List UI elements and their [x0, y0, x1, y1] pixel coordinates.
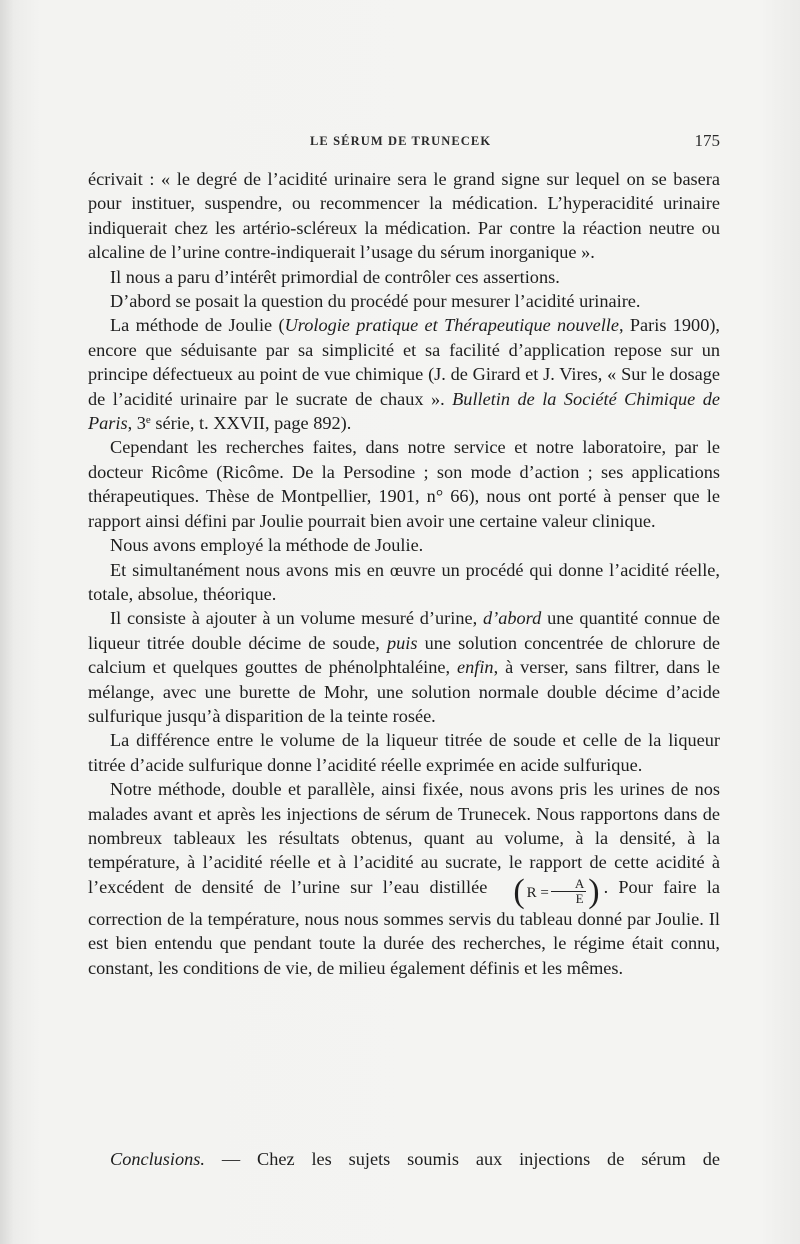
body-text: [88, 167, 720, 980]
p8-text-c: une quantité connue de liqueur titrée double décime de soude,: [88, 608, 720, 653]
p4-text-c: , Paris 1900), encore que séduisante par sa simplicité et sa facilité d’application repose sur un principe défectueux au point de vue chimique (J. de Girard et J. Vires, « Sur le dosage de l’acidité urinaire par le sucrate de chaux ».: [88, 315, 720, 409]
page-number: 175: [694, 131, 720, 150]
p4-text-a: La méthode de Joulie (: [110, 315, 285, 336]
paragraph-9: La différence entre le volume de la liqueur titrée de soude et celle de la liqueur titrée d’acide sulfurique donne l’acidité réelle exprimée en acide sulfurique.: [88, 730, 720, 775]
running-header: [88, 133, 720, 153]
series-superscript: e: [145, 414, 151, 427]
p4-text-g: série, t. XXVII, page 892).: [150, 413, 352, 434]
paragraph-4: [88, 313, 720, 435]
paragraph-7: Et simultanément nous avons mis en œuvre un procédé qui donne l’acidité réelle, totale, absolue, théorique.: [88, 559, 720, 604]
paragraph-1: écrivait : « le degré de l’acidité urinaire sera le grand signe sur lequel on se basera pour instituer, suspendre, ou recommencer la médication. L’hyperacidité urinaire indiquerait chez les artério-scléreux la médication. Par contre la réaction neutre ou alcaline de l’urine contre-indiquerait l’usage du sérum inorganique ».: [88, 169, 720, 263]
p8-text-e: une solution concentrée de chlorure de calcium et quelques gouttes de phénolphtaléine,: [88, 632, 720, 678]
paragraph-3: D’abord se posait la question du procédé pour mesurer l’acidité urinaire.: [110, 291, 641, 312]
running-title: LE SÉRUM DE TRUNECEK: [310, 134, 492, 148]
paragraph-6: Nous avons employé la méthode de Joulie.: [110, 535, 424, 556]
cited-work-title: Urologie pratique et Thérapeutique nouvelle: [284, 315, 619, 336]
conclusions-text: — Chez les sujets soumis aux injections de sérum de: [204, 1149, 720, 1169]
formula-close-paren: ): [588, 872, 600, 910]
ratio-formula: [491, 872, 600, 910]
formula-lhs: R =: [526, 884, 549, 901]
paragraph-10: [88, 777, 720, 980]
formula-denominator: E: [575, 890, 584, 906]
p8-text-a: Il consiste à ajouter à un volume mesuré d’urine,: [110, 608, 484, 629]
p10-text-a: Notre méthode, double et parallèle, ainsi fixée, nous avons pris les urines de nos malades avant et après les injections de sérum de Trunecek. Nous rapportons dans de nombreux tableaux les résultats obtenus, quant au volume, à la densité, à la température, à l’acidité réelle et à l’acidité au sucrate, le rapport de cette acidité à l’excédent de densité de l’urine: [88, 779, 720, 897]
journal-title: Bulletin de la Société Chimique de Paris: [88, 388, 720, 434]
formula-open-paren: (: [513, 872, 525, 910]
conclusions-label: Conclusions.: [110, 1149, 205, 1169]
p10-text-b: sur l’eau distillée: [350, 876, 488, 897]
emphasis-enfin: enfin: [457, 657, 494, 678]
p4-text-e: , 3: [127, 413, 146, 434]
emphasis-puis: puis: [386, 632, 418, 653]
p10-text-c: . Pour faire la correction de la température, nous nous sommes servis du tableau donné par Joulie. Il est bien entendu que pendant toute la durée des recherches, le régime était connu, constant, les conditions de vie, de milieu également définis et les mêmes.: [88, 876, 720, 978]
formula-numerator: A: [551, 877, 586, 892]
paragraph-5: Cependant les recherches faites, dans notre service et notre laboratoire, par le docteur Ricôme (Ricôme. De la Persodine ; son mode d’action ; ses applications thérapeutiques. Thèse de Montpellier, 1901, n° 66), nous ont porté à penser que le rapport ainsi défini par Joulie pourrait bien avoir une certaine valeur clinique.: [88, 437, 720, 531]
conclusions-section: [88, 1147, 720, 1171]
formula-fraction: [551, 877, 586, 906]
conclusions-paragraph: [88, 1147, 720, 1171]
paragraph-2: Il nous a paru d’intérêt primordial de contrôler ces assertions.: [110, 266, 560, 287]
p8-text-g: , à verser, sans filtrer, dans le mélange, avec une burette de Mohr, une solution normale double décime d’acide sulfurique jusqu’à disparition de la teinte rosée.: [88, 657, 720, 726]
emphasis-dabord: d’abord: [483, 608, 542, 629]
paragraph-8: [88, 606, 720, 728]
